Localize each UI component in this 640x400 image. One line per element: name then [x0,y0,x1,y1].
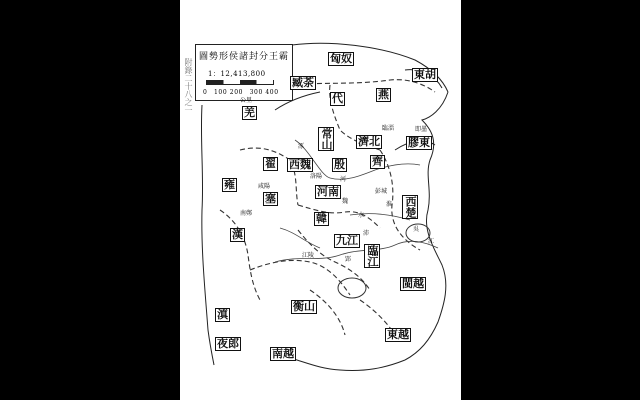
label-xi-wei: 西魏 [289,158,311,171]
border-sichuan [220,210,260,300]
label-zang: 臧荼 [292,76,314,89]
label-jiaodong: 膠東 [408,136,430,149]
place-jimo: 即墨 [415,126,428,133]
place-luoyang: 洛陽 [310,173,323,180]
label-jiujiang: 九江 [336,234,358,247]
label-hann: 韓 [316,212,327,225]
scale-unit: 公里 [240,97,253,104]
label-qiang: 羌 [244,106,255,119]
place-he: 河 [340,176,347,183]
label-jibei: 濟北 [358,135,380,148]
western-edge [201,105,214,365]
label-dai: 代 [332,92,343,105]
label-yelang: 夜郎 [217,337,239,350]
place-shui: 水 [358,212,365,219]
place-jiangling: 江陵 [302,252,315,259]
label-linjiang: 臨江 [366,245,379,267]
label-yin: 殷 [334,158,345,171]
place-pengcheng: 彭城 [375,188,388,195]
label-han: 漢 [232,228,243,241]
label-nanyue: 南越 [272,347,294,360]
han-river [280,228,320,248]
place-linzi: 臨淄 [382,125,395,132]
map-page [180,0,461,400]
scale-ratio: 1：12,413,800 [208,70,266,78]
label-donghu: 東胡 [414,68,436,81]
label-dongyue: 東越 [387,328,409,341]
place-nanzheng: 南鄭 [240,210,253,217]
label-qi: 齊 [372,155,383,168]
place-huai: 淮 [386,201,393,208]
place-zhuo: 涿 [298,143,305,150]
label-sai: 塞 [265,192,276,205]
label-di: 翟 [265,157,276,170]
place-chenpu: 沛 [363,230,370,237]
map-title: 圖勢形侯諸封分王霸 [198,52,289,62]
label-xiongnu: 匈奴 [330,52,352,65]
label-yan: 燕 [378,88,389,101]
border-central [298,205,380,228]
place-wei: 魏 [342,198,349,205]
dongting-lake [338,278,366,298]
place-ying: 郢 [345,256,352,263]
scale-bar [206,80,274,85]
place-jiang: 江 [428,238,435,245]
place-wu: 吳 [413,226,420,233]
map-legend-box [195,44,293,104]
place-xianyang: 咸陽 [258,183,271,190]
scale-ticks: 0 100 200 300 400 [203,89,279,96]
southern-coast [290,358,405,371]
label-yong: 雍 [224,178,235,191]
label-dian: 滇 [217,308,228,321]
label-henan: 河南 [317,185,339,198]
label-xichu: 西楚 [404,196,417,218]
label-hengshan: 衡山 [293,300,315,313]
label-changshan: 常山 [320,128,333,150]
page-side-note: 附錄二十八之一 [184,58,193,114]
label-minyue: 閩越 [402,277,424,290]
border-south [250,260,350,295]
